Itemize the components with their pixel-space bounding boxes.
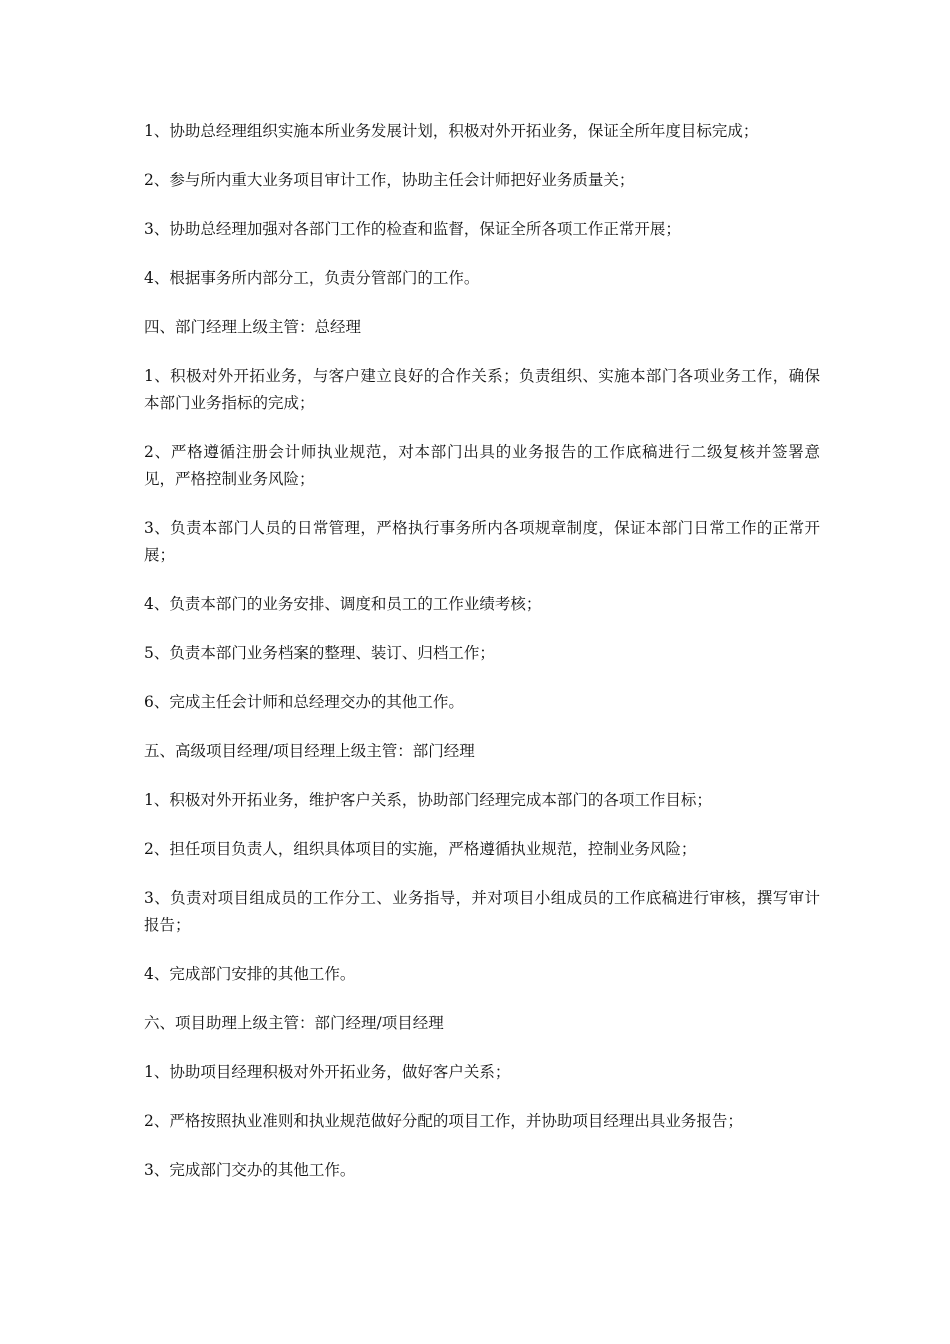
paragraph-2: 2、参与所内重大业务项目审计工作，协助主任会计师把好业务质量关；	[144, 171, 635, 189]
paragraph-10: 5、负责本部门业务档案的整理、装订、归档工作；	[144, 644, 495, 662]
section-heading-5: 五、高级项目经理/项目经理上级主管：部门经理	[144, 742, 475, 760]
paragraph-6: 1、积极对外开拓业务，与客户建立良好的合作关系；负责组织、实施本部门各项业务工作，确保本部门业务指标的完成；	[144, 367, 820, 412]
paragraph-4: 4、根据事务所内部分工，负责分管部门的工作。	[144, 269, 480, 287]
paragraph-15: 3、负责对项目组成员的工作分工、业务指导，并对项目小组成员的工作底稿进行审核，撰写审计报告；	[144, 889, 820, 934]
section-heading-6: 六、项目助理上级主管：部门经理/项目经理	[144, 1014, 444, 1032]
paragraph-11: 6、完成主任会计师和总经理交办的其他工作。	[144, 693, 464, 711]
paragraph-1: 1、协助总经理组织实施本所业务发展计划，积极对外开拓业务，保证全所年度目标完成；	[144, 122, 759, 140]
paragraph-3: 3、协助总经理加强对各部门工作的检查和监督，保证全所各项工作正常开展；	[144, 220, 681, 238]
paragraph-9: 4、负责本部门的业务安排、调度和员工的工作业绩考核；	[144, 595, 542, 613]
document-body	[144, 118, 820, 1206]
paragraph-18: 1、协助项目经理积极对外开拓业务，做好客户关系；	[144, 1063, 511, 1081]
paragraph-7: 2、严格遵循注册会计师执业规范，对本部门出具的业务报告的工作底稿进行二级复核并签署意见，严格控制业务风险；	[144, 443, 820, 488]
paragraph-14: 2、担任项目负责人，组织具体项目的实施，严格遵循执业规范，控制业务风险；	[144, 840, 697, 858]
paragraph-20: 3、完成部门交办的其他工作。	[144, 1161, 356, 1179]
paragraph-8: 3、负责本部门人员的日常管理，严格执行事务所内各项规章制度，保证本部门日常工作的正常开展；	[144, 519, 820, 564]
section-heading-4: 四、部门经理上级主管：总经理	[144, 318, 362, 336]
paragraph-19: 2、严格按照执业准则和执业规范做好分配的项目工作，并协助项目经理出具业务报告；	[144, 1112, 743, 1130]
paragraph-16: 4、完成部门安排的其他工作。	[144, 965, 356, 983]
paragraph-13: 1、积极对外开拓业务，维护客户关系，协助部门经理完成本部门的各项工作目标；	[144, 791, 712, 809]
